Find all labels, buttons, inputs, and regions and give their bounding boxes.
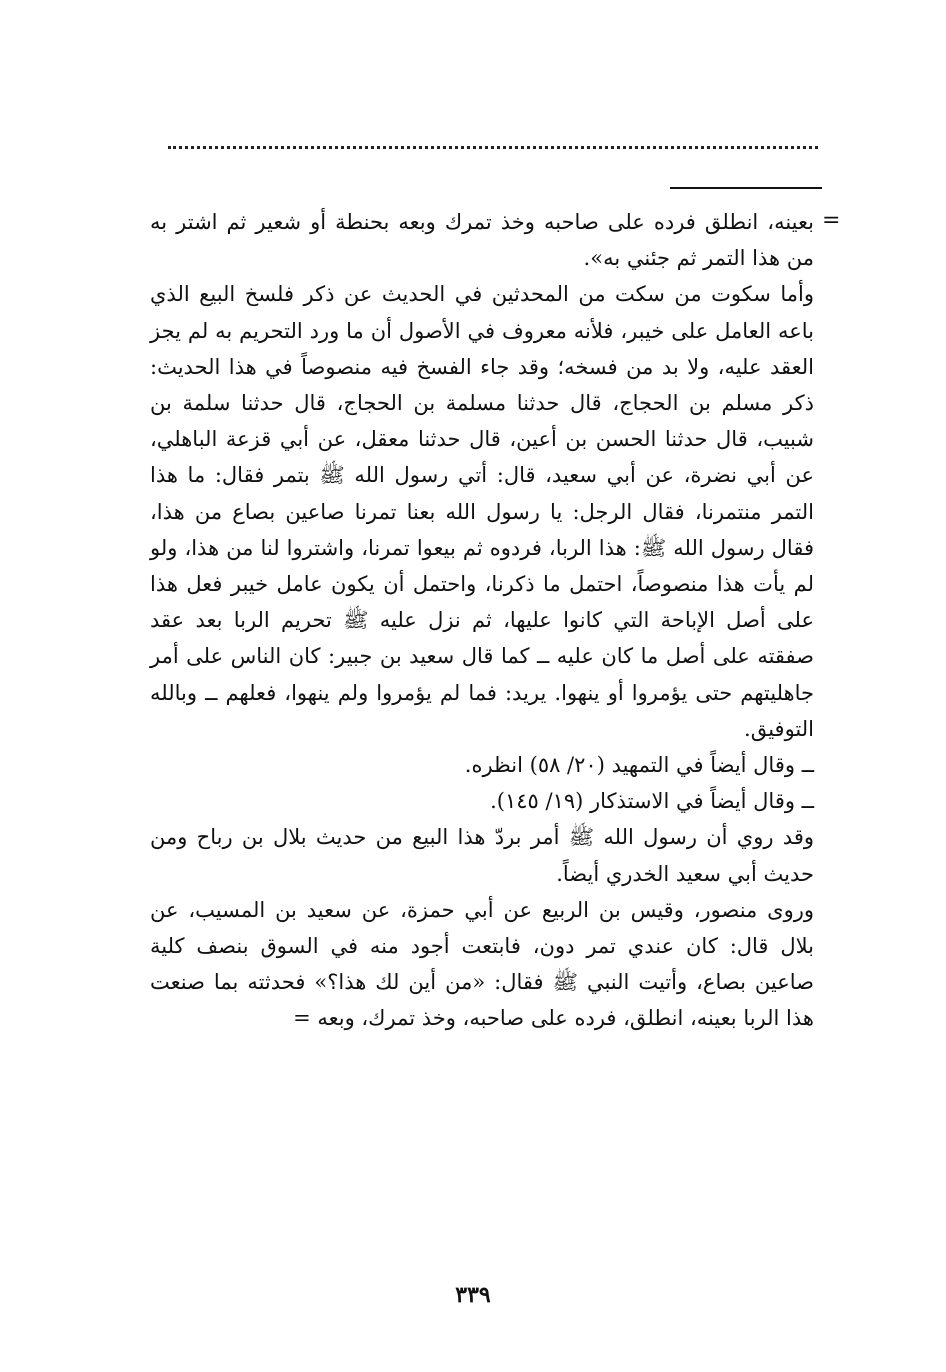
paragraph-narration-note: وقد روي أن رسول الله ﷺ أمر بردّ هذا البيع من حديث بلال بن رباح ومن حديث أبي سعيد الخدري أيضاً. bbox=[150, 825, 814, 886]
header-dotted-rule bbox=[168, 146, 818, 149]
paragraph-bilal-hadith: وروى منصور، وقيس بن الربيع عن أبي حمزة، عن سعيد بن المسيب، عن بلال قال: كان عندي تمر دون، فابتعت أجود منه في السوق بنصف كلية صاعين بصاع، وأتيت النبي ﷺ فقال: «من أين لك هذا؟» فحدثته بما صنعت هذا الربا بعينه، انطلق، فرده على صاحبه، وخذ تمرك، وبعه = bbox=[150, 897, 814, 1031]
page-number: ٣٣٩ bbox=[455, 1282, 491, 1308]
footnote-text-block bbox=[150, 204, 814, 1037]
continuation-mark: = bbox=[822, 208, 841, 233]
paragraph-tamhid-reference: ــ وقال أيضاً في التمهيد (٢٠/ ٥٨) انظره. bbox=[464, 753, 814, 778]
footnote-separator-rule bbox=[670, 187, 822, 189]
paragraph-istidhkar-reference: ــ وقال أيضاً في الاستذكار (١٩/ ١٤٥). bbox=[490, 789, 814, 814]
paragraph-discussion: وأما سكوت من سكت من المحدثين في الحديث عن ذكر فلسخ البيع الذي باعه العامل على خيبر، فلأنه معروف في الأصول أن ما ورد التحريم به لم يجز العقد عليه، ولا بد من فسخه؛ وقد جاء الفسخ فيه منصوصاً في هذا الحديث: ذكر مسلم بن الحجاج، قال حدثنا مسلمة بن الحجاج، قال حدثنا سلمة بن شبيب، قال حدثنا الحسن بن أعين، قال حدثنا معقل، عن أبي قزعة الباهلي، عن أبي نضرة، عن أبي سعيد، قال: أتي رسول الله ﷺ بتمر فقال: ما هذا التمر منتمرنا، فقال الرجل: يا رسول الله بعنا تمرنا صاعين بصاع من هذا، فقال رسول الله ﷺ: هذا الربا، فردوه ثم بيعوا تمرنا، واشتروا لنا من هذا، ولو لم يأت هذا منصوصاً، احتمل ما ذكرنا، واحتمل أن يكون عامل خيبر فعل هذا على أصل الإباحة التي كانوا عليها، ثم نزل عليه ﷺ تحريم الربا بعد عقد صفقته على أصل ما كان عليه ــ كما قال سعيد بن جبير: كان الناس على أمر جاهليتهم حتى يؤمروا أو ينهوا. يريد: فما لم يؤمروا ولم ينهوا، فعلهم ــ وبالله التوفيق. bbox=[150, 282, 814, 741]
paragraph-continuation: بعينه، انطلق فرده على صاحبه وخذ تمرك وبعه بحنطة أو شعير ثم اشتر به من هذا التمر ثم جئني به». bbox=[150, 210, 814, 271]
